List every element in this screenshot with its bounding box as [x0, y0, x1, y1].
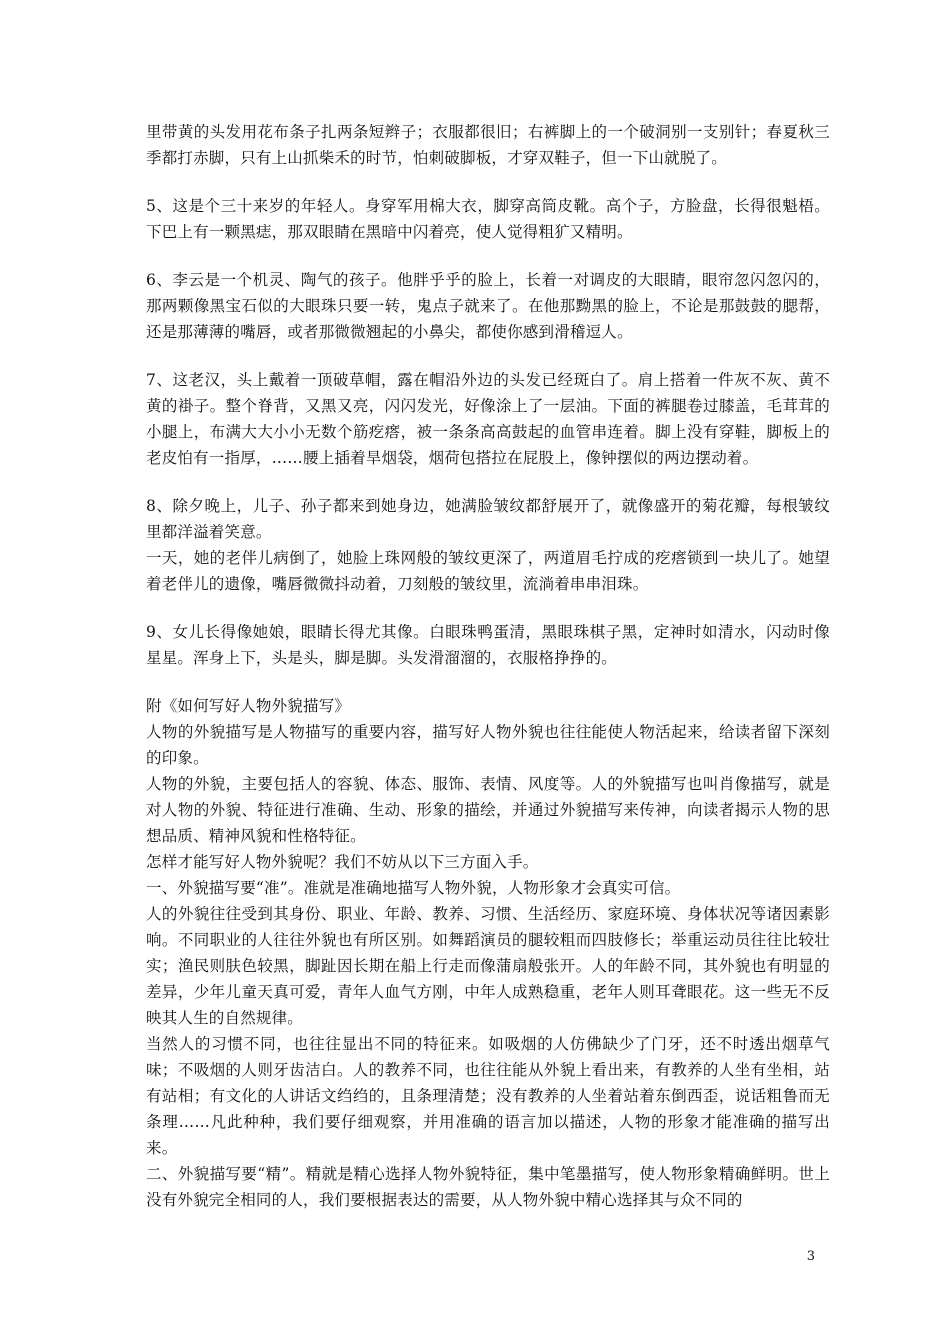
appendix-paragraph: 当然人的习惯不同，也往往显出不同的特征来。如吸烟的人仿佛缺少了门牙，还不时透出烟草气味；不吸烟的人则牙齿洁白。人的教养不同，也往往能从外貌上看出来，有教养的人坐有坐相，站有站相；有文化的人讲话文绉绉的，且条理清楚；没有教养的人坐着站着东倒西歪，说话粗鲁而无条理……凡此种种，我们要仔细观察，并用准确的语言加以描述，人物的形象才能准确的描写出来。: [146, 1035, 830, 1157]
paragraph-example-9: 9、女儿长得像她娘，眼睛长得尤其像。白眼珠鸭蛋清，黑眼珠棋子黑，定神时如清水，闪动时像星星。浑身上下，头是头，脚是脚。头发滑溜溜的，衣服格挣挣的。: [146, 623, 830, 667]
section-heading-precision: 二、外貌描写要“精”。精就是精心选择人物外貌特征，集中笔墨描写，使人物形象精确鲜明。世上没有外貌完全相同的人，我们要根据表达的需要，从人物外貌中精心选择其与众不同的: [146, 1165, 830, 1209]
appendix-paragraph: 人物的外貌描写是人物描写的重要内容，描写好人物外貌也往往能使人物活起来，给读者留下深刻的印象。: [146, 723, 830, 767]
body-text: [146, 119, 830, 1213]
paragraph-gap: [146, 471, 830, 493]
appendix-paragraph: 怎样才能写好人物外貌呢？我们不妨从以下三方面入手。: [146, 853, 539, 871]
appendix-title: 附《如何写好人物外貌描写》: [146, 697, 351, 715]
paragraph-example-7: 7、这老汉，头上戴着一顶破草帽，露在帽沿外边的头发已经斑白了。肩上搭着一件灰不灰、黄不黄的褂子。整个脊背，又黑又亮，闪闪发光，好像涂上了一层油。下面的裤腿卷过膝盖，毛茸茸的小腿上，布满大大小小无数个筋疙瘩，被一条条高高鼓起的血管串连着。脚上没有穿鞋，脚板上的老皮怕有一指厚，……腰上插着旱烟袋，烟荷包搭拉在屁股上，像钟摆似的两边摆动着。: [146, 371, 830, 467]
paragraph-example-8: 8、除夕晚上，儿子、孙子都来到她身边，她满脸皱纹都舒展开了，就像盛开的菊花瓣，每根皱纹里都洋溢着笑意。: [146, 497, 830, 541]
appendix-paragraph: 人的外貌往往受到其身份、职业、年龄、教养、习惯、生活经历、家庭环境、身体状况等诸因素影响。不同职业的人往往外貌也有所区别。如舞蹈演员的腿较粗而四肢修长；举重运动员往往比较壮实；渔民则肤色较黑，脚趾因长期在船上行走而像蒲扇般张开。人的年龄不同，其外貌也有明显的差异，少年儿童天真可爱，青年人血气方刚，中年人成熟稳重，老年人则耳聋眼花。这一些无不反映其人生的自然规律。: [146, 905, 830, 1027]
paragraph-gap: [146, 671, 830, 693]
section-heading-accuracy: 一、外貌描写要“准”。准就是准确地描写人物外貌，人物形象才会真实可信。: [146, 879, 681, 897]
paragraph-example-8-continued: 一天，她的老伴儿病倒了，她脸上珠网般的皱纹更深了，两道眉毛拧成的疙瘩锁到一块儿了。她望着老伴儿的遗像，嘴唇微微抖动着，刀刻般的皱纹里，流淌着串串泪珠。: [146, 549, 830, 593]
appendix-paragraph: 人物的外貌，主要包括人的容貌、体态、服饰、表情、风度等。人的外貌描写也叫肖像描写，就是对人物的外貌、特征进行准确、生动、形象的描绘，并通过外貌描写来传神，向读者揭示人物的思想品质、精神风貌和性格特征。: [146, 775, 830, 845]
paragraph-gap: [146, 171, 830, 193]
paragraph-continuation: 里带黄的头发用花布条子扎两条短辫子；衣服都很旧；右裤脚上的一个破洞别一支别针；春夏秋三季都打赤脚，只有上山抓柴禾的时节，怕刺破脚板，才穿双鞋子，但一下山就脱了。: [146, 123, 830, 167]
paragraph-gap: [146, 597, 830, 619]
paragraph-gap: [146, 345, 830, 367]
paragraph-example-6: 6、李云是一个机灵、陶气的孩子。他胖乎乎的脸上，长着一对调皮的大眼睛，眼帘忽闪忽闪的，那两颗像黑宝石似的大眼珠只要一转，鬼点子就来了。在他那黝黑的脸上，不论是那鼓鼓的腮帮，还是那薄薄的嘴唇，或者那微微翘起的小鼻尖，都使你感到滑稽逗人。: [146, 271, 830, 341]
paragraph-example-5: 5、这是个三十来岁的年轻人。身穿军用棉大衣，脚穿高筒皮靴。高个子，方脸盘，长得很魁梧。下巴上有一颗黑痣，那双眼睛在黑暗中闪着亮，使人觉得粗犷又精明。: [146, 197, 830, 241]
page-number: 3: [806, 1249, 815, 1264]
paragraph-gap: [146, 245, 830, 267]
